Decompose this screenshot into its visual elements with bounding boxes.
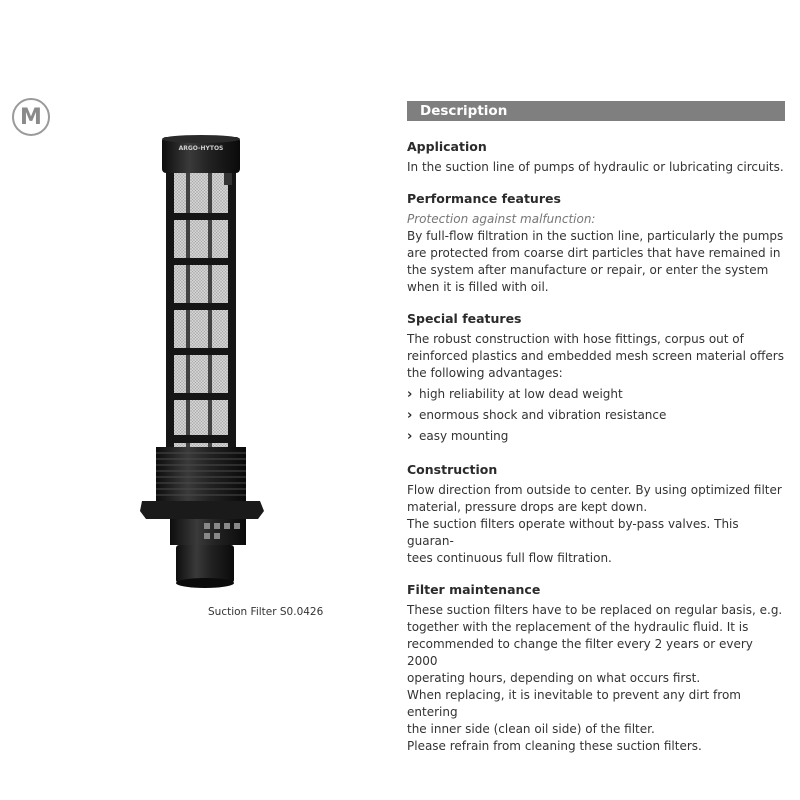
- chevron-right-icon: ›: [407, 408, 413, 423]
- section-text: By full-flow filtration in the suction line, particularly the pumps are protected from coarse dirt particles that have remained in the system after manufacture or repair, or enter the system when it is filled with oil.: [407, 229, 784, 294]
- section-construction: [407, 462, 785, 567]
- list-item: › enormous shock and vibration resistance: [407, 405, 785, 426]
- badge-letter: M: [20, 104, 42, 130]
- description-header: Description: [407, 101, 785, 121]
- m-badge-icon: [12, 98, 50, 136]
- product-caption: Suction Filter S0.0426: [208, 606, 324, 618]
- section-text: The robust construction with hose fittings, corpus out of reinforced plastics and embedded mesh screen material offers the following advantages:: [407, 332, 784, 380]
- filter-hose-fitting: [176, 545, 234, 583]
- section-title: Special features: [407, 311, 522, 326]
- chevron-right-icon: ›: [407, 429, 413, 444]
- section-text: Flow direction from outside to center. By using optimized filter material, pressure drops are kept down. The suction filters operate without by-pass valves. This guaran- tees continuous full flow filtration.: [407, 483, 782, 565]
- section-subtitle: Protection against malfunction:: [407, 212, 596, 226]
- section-title: Construction: [407, 462, 498, 477]
- section-application: [407, 139, 785, 176]
- description-panel: [407, 101, 785, 770]
- list-item: › high reliability at low dead weight: [407, 384, 785, 405]
- filter-flange: [140, 501, 264, 519]
- list-item: › easy mounting: [407, 426, 785, 447]
- section-text: In the suction line of pumps of hydraulic or lubricating circuits.: [407, 160, 784, 174]
- section-title: Application: [407, 139, 487, 154]
- section-performance-features: [407, 191, 785, 296]
- section-title: Filter maintenance: [407, 582, 541, 597]
- filter-thread: [156, 447, 246, 501]
- section-filter-maintenance: [407, 582, 785, 755]
- filter-logo: ARGO-HYTOS: [178, 145, 224, 152]
- section-special-features: [407, 311, 785, 447]
- section-text: These suction filters have to be replaced on regular basis, e.g. together with the replacement of the hydraulic fluid. It is recommended to change the filter every 2 years or every 2000 operating hours, depending on what occurs first. When replacing, it is inevitable to prevent any dirt from entering the inner side (clean oil side) of the filter. Please refrain from cleaning these suction filters.: [407, 603, 783, 753]
- advantages-list: [407, 384, 785, 447]
- chevron-right-icon: ›: [407, 387, 413, 402]
- section-title: Performance features: [407, 191, 561, 206]
- suction-filter-image: [140, 135, 270, 595]
